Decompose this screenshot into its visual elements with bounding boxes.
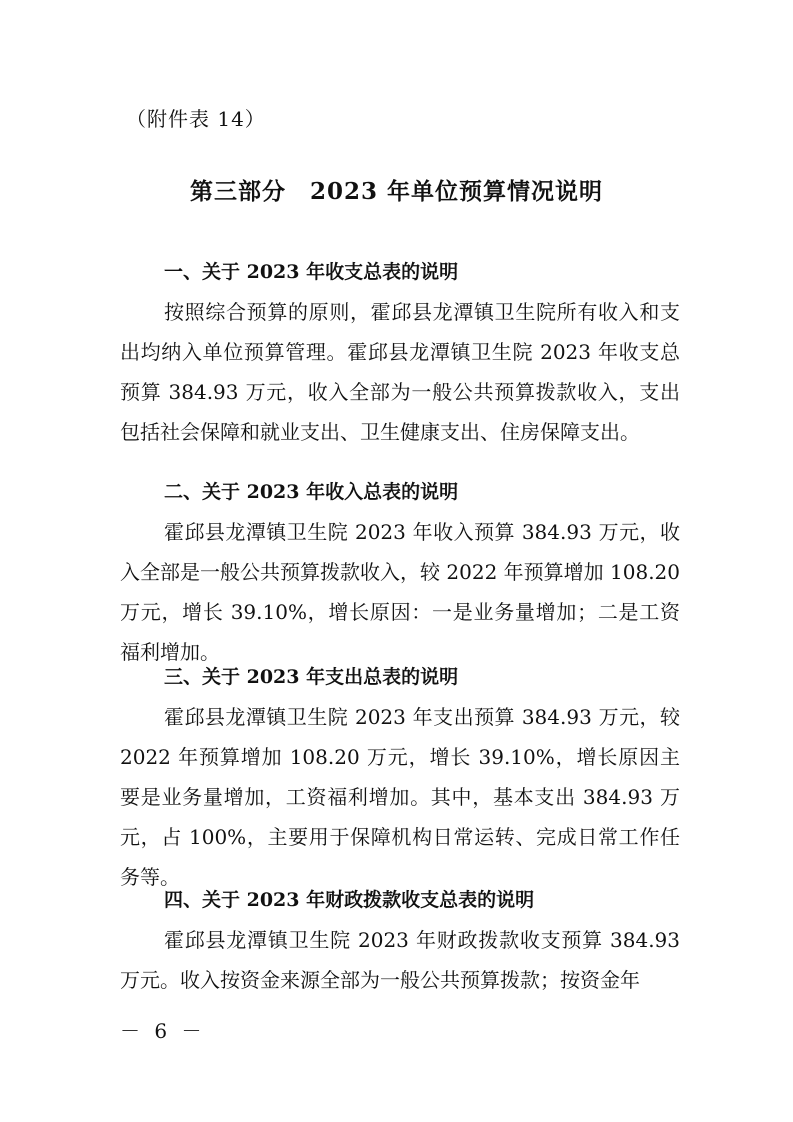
section-2 [120, 472, 680, 672]
section-heading: 二、关于 2023 年收入总表的说明 [164, 481, 459, 503]
page-number: － 6 － [120, 1019, 206, 1043]
section-heading: 四、关于 2023 年财政拨款收支总表的说明 [164, 889, 535, 911]
section-body: 按照综合预算的原则，霍邱县龙潭镇卫生院所有收入和支出均纳入单位预算管理。霍邱县龙潭镇卫生院 2023 年收支总预算 384.93 万元，收入全部为一般公共预算拨款收入，支出包括社会保障和就业支出、卫生健康支出、住房保障支出。 [120, 300, 680, 444]
section-body: 霍邱县龙潭镇卫生院 2023 年收入预算 384.93 万元，收入全部是一般公共预算拨款收入，较 2022 年预算增加 108.20 万元，增长 39.10%，增长原因：一是业务量增加；二是工资福利增加。 [120, 520, 680, 664]
section-heading: 一、关于 2023 年收支总表的说明 [164, 261, 459, 283]
page-title: 第三部分 2023 年单位预算情况说明 [189, 178, 604, 205]
section-1 [120, 252, 680, 452]
annex-label: （附件表 14） [126, 107, 266, 131]
section-4 [120, 880, 680, 1000]
section-3 [120, 657, 680, 897]
section-body: 霍邱县龙潭镇卫生院 2023 年支出预算 384.93 万元，较 2022 年预算增加 108.20 万元，增长 39.10%，增长原因主要是业务量增加，工资福利增加。其中，基本支出 384.93 万元，占 100%，主要用于保障机构日常运转、完成日常工作任务等。 [120, 705, 680, 889]
section-heading: 三、关于 2023 年支出总表的说明 [164, 666, 459, 688]
section-body: 霍邱县龙潭镇卫生院 2023 年财政拨款收支预算 384.93 万元。收入按资金来源全部为一般公共预算拨款；按资金年 [120, 928, 680, 992]
